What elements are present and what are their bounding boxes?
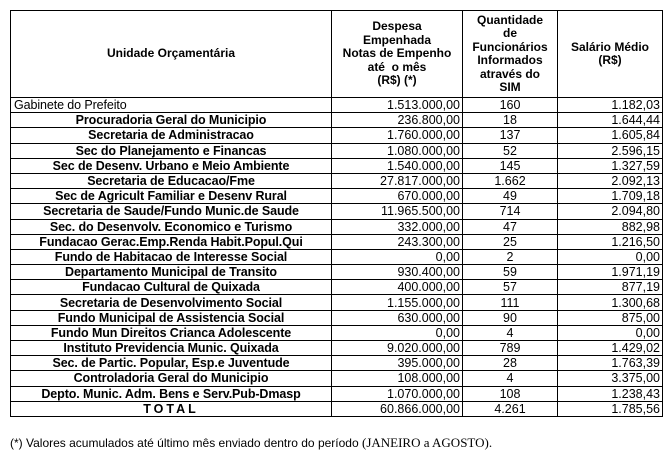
table-row xyxy=(11,310,663,325)
cell-salario: 1.429,02 xyxy=(558,341,663,356)
cell-quantidade: 49 xyxy=(463,189,558,204)
table-row xyxy=(11,371,663,386)
cell-quantidade: 25 xyxy=(463,234,558,249)
table-body xyxy=(11,98,663,417)
cell-quantidade: 52 xyxy=(463,143,558,158)
table-row xyxy=(11,234,663,249)
header-unidade: Unidade Orçamentária xyxy=(11,11,332,98)
footnote-period: (JANEIRO a AGOSTO). xyxy=(361,435,493,450)
cell-unidade: Fundo de Habitacao de Interesse Social xyxy=(11,249,332,264)
header-despesa-line: até o mês xyxy=(367,59,427,74)
cell-salario: 1.644,44 xyxy=(558,113,663,128)
total-label: TOTAL xyxy=(11,401,332,416)
cell-quantidade: 1.662 xyxy=(463,173,558,188)
header-quantidade-line: Quantidade xyxy=(476,12,543,27)
cell-quantidade: 4 xyxy=(463,371,558,386)
header-despesa-line: Notas de Empenho xyxy=(342,46,452,61)
cell-quantidade: 47 xyxy=(463,219,558,234)
cell-unidade: Sec. de Partic. Popular, Esp.e Juventude xyxy=(11,356,332,371)
cell-despesa: 670.000,00 xyxy=(332,189,463,204)
cell-salario: 2.094,80 xyxy=(558,204,663,219)
cell-despesa: 332.000,00 xyxy=(332,219,463,234)
cell-quantidade: 2 xyxy=(463,249,558,264)
cell-despesa: 630.000,00 xyxy=(332,310,463,325)
header-quantidade-line: Funcionários xyxy=(472,39,548,54)
cell-salario: 1.300,68 xyxy=(558,295,663,310)
cell-salario: 0,00 xyxy=(558,325,663,340)
cell-despesa: 930.400,00 xyxy=(332,265,463,280)
header-salario xyxy=(558,11,663,98)
cell-salario: 1.216,50 xyxy=(558,234,663,249)
cell-salario: 0,00 xyxy=(558,249,663,264)
cell-unidade: Secretaria de Administracao xyxy=(11,128,332,143)
cell-unidade: Controladoria Geral do Municipio xyxy=(11,371,332,386)
total-quantidade: 4.261 xyxy=(463,401,558,416)
cell-despesa: 1.155.000,00 xyxy=(332,295,463,310)
cell-unidade: Sec de Desenv. Urbano e Meio Ambiente xyxy=(11,158,332,173)
cell-quantidade: 18 xyxy=(463,113,558,128)
cell-unidade: Instituto Previdencia Munic. Quixada xyxy=(11,341,332,356)
cell-quantidade: 789 xyxy=(463,341,558,356)
cell-despesa: 1.760.000,00 xyxy=(332,128,463,143)
header-salario-line: Salário Médio xyxy=(570,39,650,54)
cell-despesa: 9.020.000,00 xyxy=(332,341,463,356)
header-row xyxy=(11,11,663,98)
header-quantidade-line: através do xyxy=(479,66,541,81)
total-despesa: 60.866.000,00 xyxy=(332,401,463,416)
cell-unidade: Gabinete do Prefeito xyxy=(11,98,332,113)
table-row xyxy=(11,265,663,280)
cell-salario: 1.238,43 xyxy=(558,386,663,401)
cell-unidade: Sec. do Desenvolv. Economico e Turismo xyxy=(11,219,332,234)
cell-quantidade: 59 xyxy=(463,265,558,280)
cell-salario: 1.605,84 xyxy=(558,128,663,143)
budget-table xyxy=(10,10,663,417)
cell-salario: 1.709,18 xyxy=(558,189,663,204)
total-salario: 1.785,56 xyxy=(558,401,663,416)
cell-unidade: Secretaria de Saude/Fundo Munic.de Saude xyxy=(11,204,332,219)
table-row xyxy=(11,325,663,340)
cell-salario: 1.971,19 xyxy=(558,265,663,280)
cell-despesa: 400.000,00 xyxy=(332,280,463,295)
cell-quantidade: 108 xyxy=(463,386,558,401)
cell-unidade: Secretaria de Educacao/Fme xyxy=(11,173,332,188)
cell-quantidade: 90 xyxy=(463,310,558,325)
cell-quantidade: 160 xyxy=(463,98,558,113)
table-row xyxy=(11,189,663,204)
cell-salario: 877,19 xyxy=(558,280,663,295)
header-despesa-line: Empenhada xyxy=(362,32,431,47)
table-row xyxy=(11,280,663,295)
cell-quantidade: 137 xyxy=(463,128,558,143)
footnote-text: (*) Valores acumulados até último mês enviado dentro do período xyxy=(10,436,362,450)
cell-despesa: 1.070.000,00 xyxy=(332,386,463,401)
cell-despesa: 1.513.000,00 xyxy=(332,98,463,113)
header-quantidade-line: SIM xyxy=(499,80,521,94)
cell-quantidade: 714 xyxy=(463,204,558,219)
cell-unidade: Fundacao Cultural de Quixada xyxy=(11,280,332,295)
cell-unidade: Procuradoria Geral do Municipio xyxy=(11,113,332,128)
total-row xyxy=(11,401,663,416)
header-salario-line: (R$) xyxy=(598,53,622,67)
table-row xyxy=(11,113,663,128)
table-row xyxy=(11,128,663,143)
cell-quantidade: 28 xyxy=(463,356,558,371)
header-despesa-line: Despesa xyxy=(372,19,422,34)
table-row xyxy=(11,143,663,158)
cell-unidade: Depto. Munic. Adm. Bens e Serv.Pub-Dmasp xyxy=(11,386,332,401)
cell-quantidade: 4 xyxy=(463,325,558,340)
cell-quantidade: 57 xyxy=(463,280,558,295)
footnote xyxy=(10,435,492,451)
header-despesa-line: (R$) (*) xyxy=(377,73,417,88)
table-row xyxy=(11,295,663,310)
table-row xyxy=(11,219,663,234)
header-quantidade-line: de xyxy=(502,26,517,40)
cell-despesa: 0,00 xyxy=(332,325,463,340)
cell-salario: 3.375,00 xyxy=(558,371,663,386)
cell-salario: 2.092,13 xyxy=(558,173,663,188)
cell-despesa: 0,00 xyxy=(332,249,463,264)
header-quantidade xyxy=(463,11,558,98)
cell-unidade: Departamento Municipal de Transito xyxy=(11,265,332,280)
cell-salario: 1.763,39 xyxy=(558,356,663,371)
cell-unidade: Sec do Planejamento e Financas xyxy=(11,143,332,158)
cell-unidade: Fundo Municipal de Assistencia Social xyxy=(11,310,332,325)
cell-salario: 2.596,15 xyxy=(558,143,663,158)
cell-quantidade: 111 xyxy=(463,295,558,310)
cell-despesa: 236.800,00 xyxy=(332,113,463,128)
cell-salario: 875,00 xyxy=(558,310,663,325)
cell-despesa: 1.540.000,00 xyxy=(332,158,463,173)
table-row xyxy=(11,158,663,173)
cell-unidade: Fundo Mun Direitos Crianca Adolescente xyxy=(11,325,332,340)
table-row xyxy=(11,249,663,264)
table-row xyxy=(11,98,663,113)
table-row xyxy=(11,356,663,371)
cell-despesa: 395.000,00 xyxy=(332,356,463,371)
cell-despesa: 243.300,00 xyxy=(332,234,463,249)
cell-unidade: Fundacao Gerac.Emp.Renda Habit.Popul.Qui xyxy=(11,234,332,249)
header-quantidade-line: Informados xyxy=(477,53,543,67)
cell-despesa: 108.000,00 xyxy=(332,371,463,386)
table-row xyxy=(11,204,663,219)
cell-salario: 1.182,03 xyxy=(558,98,663,113)
cell-unidade: Sec de Agricult Familiar e Desenv Rural xyxy=(11,189,332,204)
table-row xyxy=(11,173,663,188)
cell-unidade: Secretaria de Desenvolvimento Social xyxy=(11,295,332,310)
header-despesa xyxy=(332,11,463,98)
cell-despesa: 27.817.000,00 xyxy=(332,173,463,188)
cell-salario: 882,98 xyxy=(558,219,663,234)
table-row xyxy=(11,341,663,356)
cell-despesa: 1.080.000,00 xyxy=(332,143,463,158)
cell-quantidade: 145 xyxy=(463,158,558,173)
cell-salario: 1.327,59 xyxy=(558,158,663,173)
cell-despesa: 11.965.500,00 xyxy=(332,204,463,219)
table-row xyxy=(11,386,663,401)
